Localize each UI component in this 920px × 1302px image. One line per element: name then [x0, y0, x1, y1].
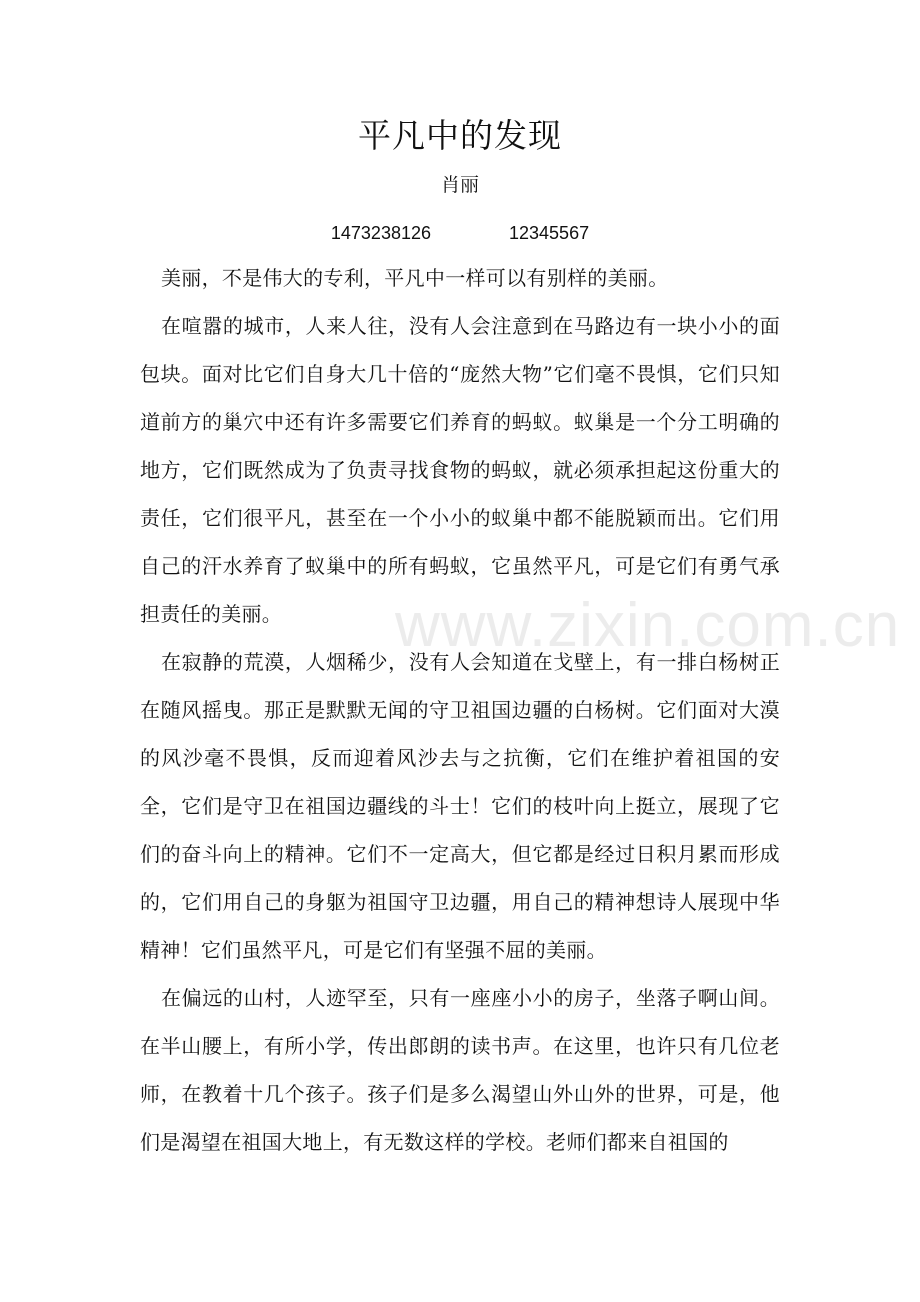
document-body — [140, 254, 780, 1166]
id-numbers — [0, 218, 920, 248]
paragraph-2: 在喧嚣的城市，人来人往，没有人会注意到在马路边有一块小小的面包块。面对比它们自身大几十倍的“庞然大物”它们毫不畏惧，它们只知道前方的巢穴中还有许多需要它们养育的蚂蚁。蚁巢是一个分工明确的地方，它们既然成为了负责寻找食物的蚂蚁，就必须承担起这份重大的责任，它们很平凡，甚至在一个小小的蚁巢中都不能脱颖而出。它们用自己的汗水养育了蚁巢中的所有蚂蚁，它虽然平凡，可是它们有勇气承担责任的美丽。 — [140, 314, 780, 626]
document-title: 平凡中的发现 — [358, 116, 562, 155]
paragraph-1: 美丽，不是伟大的专利，平凡中一样可以有别样的美丽。 — [161, 266, 669, 290]
author-name: 肖丽 — [440, 174, 479, 196]
watermark: www.zixin.com.cn — [395, 591, 901, 660]
id-number-1: 1473238126 — [330, 223, 431, 243]
paragraph-4: 在偏远的山村，人迹罕至，只有一座座小小的房子，坐落子啊山间。在半山腰上，有所小学，传出郎朗的读书声。在这里，也许只有几位老师，在教着十几个孩子。孩子们是多么渴望山外山外的世界，可是，他们是渴望在祖国大地上，有无数这样的学校。老师们都来自祖国的 — [140, 986, 780, 1154]
paragraph-3: 在寂静的荒漠，人烟稀少，没有人会知道在戈壁上，有一排白杨树正在随风摇曳。那正是默默无闻的守卫祖国边疆的白杨树。它们面对大漠的风沙毫不畏惧，反而迎着风沙去与之抗衡，它们在维护着祖国的安全，它们是守卫在祖国边疆线的斗士！它们的枝叶向上挺立，展现了它们的奋斗向上的精神。它们不一定高大，但它都是经过日积月累而形成的，它们用自己的身躯为祖国守卫边疆，用自己的精神想诗人展现中华精神！它们虽然平凡，可是它们有坚强不屈的美丽。 — [140, 650, 780, 962]
id-number-2: 12345567 — [509, 223, 590, 243]
